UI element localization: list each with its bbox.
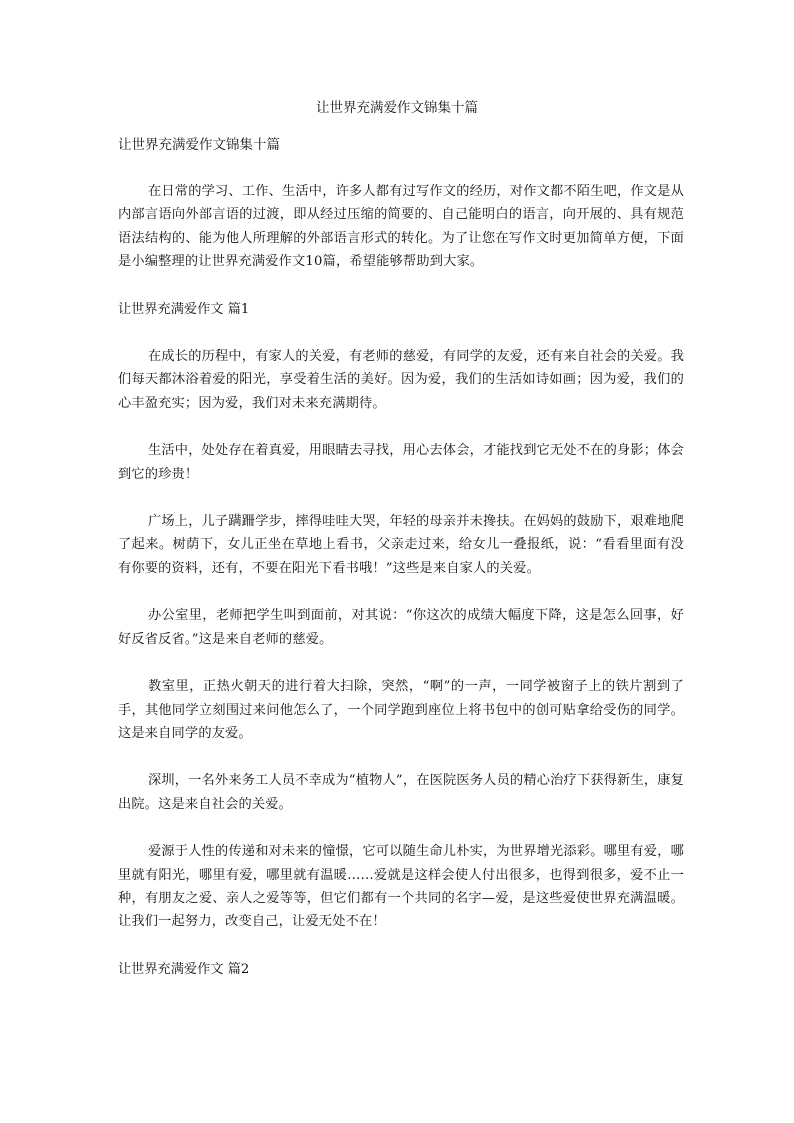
section-heading-2: 让世界充满爱作文 篇2: [118, 961, 250, 977]
intro-paragraph: 在日常的学习、工作、生活中，许多人都有过写作文的经历，对作文都不陌生吧，作文是从内部言语向外部言语的过渡，即从经过压缩的简要的、自己能明白的语言，向开展的、具有规范语法结构的、能为他人所理解的外部语言形式的转化。为了让您在写作文时更加简单方便，下面是小编整理的让世界充满爱作文10篇，希望能够帮助到大家。: [118, 184, 684, 270]
paragraph: 在成长的历程中，有家人的关爱，有老师的慈爱，有同学的友爱，还有来自社会的关爱。我们每天都沐浴着爱的阳光，享受着生活的美好。因为爱，我们的生活如诗如画；因为爱，我们的心丰盈充实；因为爱，我们对未来充满期待。: [118, 349, 684, 411]
paragraph: 广场上，儿子蹒跚学步，摔得哇哇大哭，年轻的母亲并未搀扶。在妈妈的鼓励下，艰难地爬了起来。树荫下，女儿正坐在草地上看书，父亲走过来，给女儿一叠报纸，说：“看看里面有没有你要的资料，还有，不要在阳光下看书哦！”这些是来自家人的关爱。: [118, 514, 684, 576]
section-heading-1: 让世界充满爱作文 篇1: [118, 301, 250, 317]
paragraph: 教室里，正热火朝天的进行着大扫除，突然，“啊”的一声，一同学被窗子上的铁片割到了手，其他同学立刻围过来问他怎么了，一个同学跑到座位上将书包中的创可贴拿给受伤的同学。这是来自同学的友爱。: [118, 679, 684, 741]
document-title: 让世界充满爱作文锦集十篇: [316, 100, 478, 116]
paragraph: 办公室里，老师把学生叫到面前，对其说：“你这次的成绩大幅度下降，这是怎么回事，好好反省反省。”这是来自老师的慈爱。: [118, 608, 684, 647]
document-subtitle: 让世界充满爱作文锦集十篇: [118, 137, 280, 153]
paragraph: 生活中，处处存在着真爱，用眼睛去寻找，用心去体会，才能找到它无处不在的身影；体会到它的珍贵！: [118, 443, 684, 482]
document-body: [118, 180, 684, 981]
paragraph: 爱源于人性的传递和对未来的憧憬，它可以随生命儿朴实，为世界增光添彩。哪里有爱，哪里就有阳光，哪里有爱，哪里就有温暖……爱就是这样会使人付出很多，也得到很多，爱不止一种，有朋友之爱、亲人之爱等等，但它们都有一个共同的名字—爱，是这些爱使世界充满温暖。让我们一起努力，改变自己，让爱无处不在！: [118, 844, 684, 930]
paragraph: 深圳，一名外来务工人员不幸成为“植物人”，在医院医务人员的精心治疗下获得新生，康复出院。这是来自社会的关爱。: [118, 773, 684, 812]
